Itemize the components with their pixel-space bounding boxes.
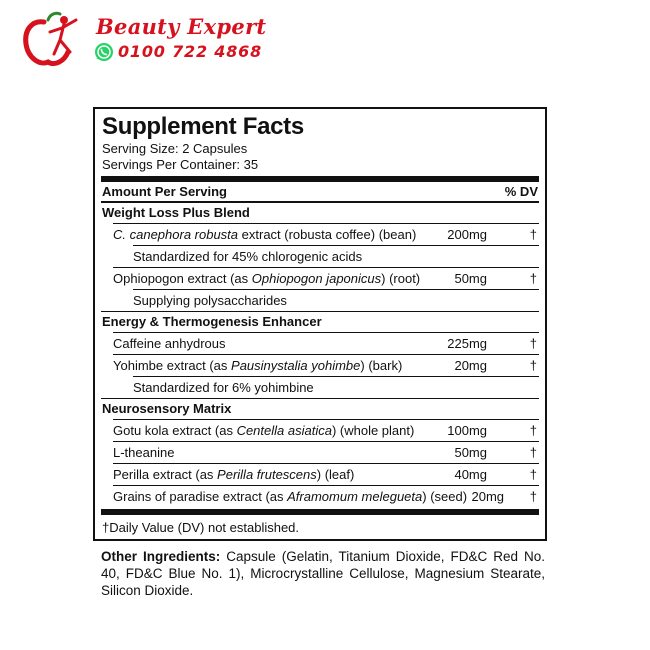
ingredient-name-text: Yohimbe extract (as [113, 358, 232, 373]
ingredient-name-suffix: extract (robusta coffee) (bean) [238, 227, 417, 242]
ingredient-name-suffix: ) (bark) [360, 358, 403, 373]
brand-phone: 0100 722 4868 [118, 42, 263, 61]
ingredient-amount: 20mg [471, 489, 505, 504]
ingredient-name [113, 333, 431, 354]
whatsapp-icon [94, 42, 114, 62]
ingredient-name-text: L-theanine [113, 445, 175, 460]
ingredient-name-suffix: ) (whole plant) [331, 423, 415, 438]
amount-header-row [101, 182, 539, 201]
ingredient-dv: † [529, 489, 537, 504]
ingredient-name-text: Ophiopogon extract (as [113, 271, 252, 286]
ingredient-name-text: Gotu kola extract (as [113, 423, 237, 438]
ingredient-dv: † [529, 358, 537, 373]
ingredient-note: Standardized for 45% chlorogenic acids [133, 245, 539, 267]
other-ingredients-label: Other Ingredients: [101, 549, 221, 564]
other-ingredients [101, 548, 545, 599]
serving-size: Serving Size: 2 Capsules [102, 141, 248, 156]
section-header: Neurosensory Matrix [101, 398, 539, 419]
ingredient-dv: † [529, 467, 537, 482]
ingredient-row [113, 332, 539, 354]
ingredient-dv: † [529, 336, 537, 351]
ingredient-name-suffix: ) (root) [381, 271, 421, 286]
ingredient-row [113, 354, 539, 376]
dv-footnote: †Daily Value (DV) not established. [102, 520, 300, 535]
dv-header: % DV [504, 184, 538, 199]
amount-header: Amount Per Serving [102, 184, 227, 199]
ingredient-botanical-name: Pausinystalia yohimbe [231, 358, 361, 373]
ingredient-dv: † [529, 227, 537, 242]
ingredient-amount: 200mg [447, 227, 487, 242]
ingredient-row [113, 463, 539, 485]
ingredient-dv: † [529, 423, 537, 438]
ingredient-name [113, 355, 431, 376]
ingredient-row [113, 419, 539, 441]
supplement-facts-panel [93, 107, 547, 541]
ingredient-row [113, 485, 539, 507]
ingredient-dv: † [529, 271, 537, 286]
facts-sections [101, 203, 539, 507]
section-header: Weight Loss Plus Blend [102, 205, 250, 220]
ingredient-name [113, 486, 467, 507]
ingredient-amount: 50mg [454, 271, 487, 286]
ingredient-row [113, 267, 539, 289]
ingredient-dv: † [529, 445, 537, 460]
ingredient-name-text: Grains of paradise extract (as [113, 489, 288, 504]
ingredient-name-suffix: ) (seed) [422, 489, 468, 504]
brand-name: Beauty Expert [96, 14, 267, 39]
ingredient-botanical-name: Ophiopogon japonicus [251, 271, 382, 286]
ingredient-name [113, 420, 431, 441]
ingredient-row [113, 441, 539, 463]
ingredient-botanical-name: C. canephora robusta [113, 227, 239, 242]
facts-title: Supplement Facts [102, 113, 304, 140]
ingredient-note: Standardized for 6% yohimbine [133, 376, 539, 398]
ingredient-name-text: Perilla extract (as [113, 467, 218, 482]
ingredient-note: Supplying polysaccharides [133, 289, 539, 311]
ingredient-botanical-name: Aframomum melegueta [287, 489, 423, 504]
ingredient-name [113, 464, 431, 485]
other-ingredients-text: Capsule (Gelatin, Titanium Dioxide, FD&C Red No. 40, FD&C Blue No. 1), Microcrystalline Cellulose, Magnesium Stearate, Silicon Dioxide. [101, 549, 545, 598]
ingredient-name-suffix: ) (leaf) [316, 467, 355, 482]
ingredient-amount: 50mg [454, 445, 487, 460]
section-header: Energy & Thermogenesis Enhancer [101, 311, 539, 332]
ingredient-name-text: Caffeine anhydrous [113, 336, 226, 351]
ingredient-name [113, 442, 431, 463]
ingredient-name [113, 224, 431, 245]
brand-logo [14, 10, 274, 70]
servings-per-container: Servings Per Container: 35 [102, 157, 259, 172]
ingredient-botanical-name: Centella asiatica [236, 423, 332, 438]
ingredient-botanical-name: Perilla frutescens [217, 467, 317, 482]
apple-figure-icon [14, 10, 90, 70]
ingredient-amount: 100mg [447, 423, 487, 438]
ingredient-amount: 40mg [454, 467, 487, 482]
ingredient-name [113, 268, 431, 289]
ingredient-amount: 20mg [454, 358, 487, 373]
ingredient-amount: 225mg [447, 336, 487, 351]
ingredient-row [113, 223, 539, 245]
